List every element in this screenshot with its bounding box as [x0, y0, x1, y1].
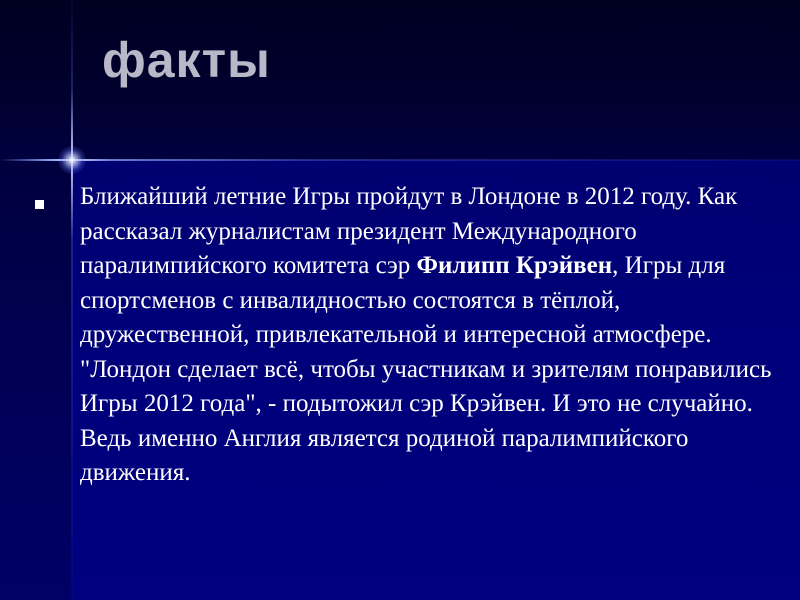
- body-text-part-2: , Игры для спортсменов с инвалидностью состоятся в тёплой, дружественной, привлекательной и интересной атмосфере. "Лондон сделает всё, чтобы участникам и зрителям понравились Игры 2012 года", - подытожил сэр Крэйвен. И это не случайно. Ведь именно Англия является родиной паралимпийского движения.: [80, 252, 772, 486]
- lens-flare-star-icon: [58, 146, 86, 174]
- lens-flare-vertical: [71, 0, 73, 600]
- person-name: Филипп Крэйвен: [416, 252, 613, 279]
- body-text-part-1: Ближайший летние Игры пройдут в Лондоне в 2012 году. Как рассказал журналистам президент Международного паралимпийского комитета сэр: [80, 183, 738, 279]
- bullet-square-icon: [35, 200, 44, 209]
- body-paragraph: [80, 180, 780, 491]
- slide-title: факты: [102, 32, 271, 88]
- lens-flare-horizontal: [0, 159, 800, 161]
